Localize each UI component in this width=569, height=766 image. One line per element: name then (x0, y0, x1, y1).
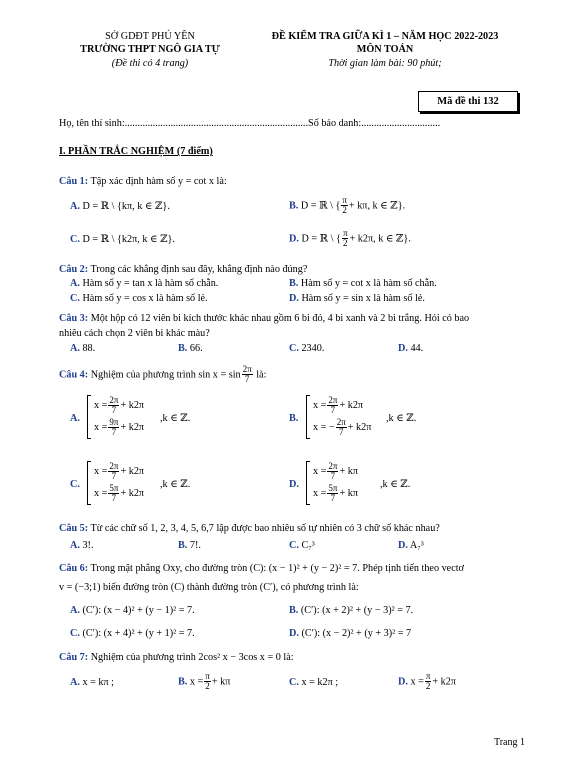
math-text: x = − (313, 422, 335, 433)
q4-option-b-system (306, 395, 371, 439)
question-label: Câu 6: (59, 563, 89, 574)
q7-option-c (289, 677, 338, 690)
option-text: Hàm số y = cot x là hàm số chẵn. (300, 278, 437, 289)
q7-option-a (70, 677, 114, 690)
frac-num: 2π (328, 394, 338, 405)
option-letter: C. (70, 479, 80, 490)
option-text: + k2π (432, 676, 457, 688)
option-letter: C. (70, 234, 80, 245)
question-text: Trong các khẳng định sau đây, khẳng định nào đúng? (90, 264, 308, 275)
math-text: + k2π (339, 400, 364, 411)
option-letter: A. (70, 343, 80, 354)
option-text: D = ℝ \ {kπ, k ∈ ℤ}. (82, 201, 170, 212)
math-text: x = (94, 488, 108, 499)
math-text: x = (313, 466, 327, 477)
section-title: I. PHẦN TRẮC NGHIỆM (7 điểm) (59, 146, 213, 157)
option-letter: B. (289, 605, 299, 616)
frac-den: 7 (111, 471, 117, 482)
frac-num: π (425, 671, 431, 681)
question-5 (59, 523, 440, 536)
q4-option-d-cond: ,k ∈ ℤ. (380, 479, 411, 490)
q4-option-c-letter (70, 479, 80, 492)
option-text: A₇³ (409, 540, 424, 551)
option-letter: D. (398, 676, 408, 688)
frac-num: 2π (109, 394, 119, 405)
q1-option-a (70, 201, 170, 214)
option-letter: A. (70, 413, 80, 424)
q5-option-d (398, 540, 424, 553)
q5-option-a (70, 540, 94, 553)
frac-den: 2 (425, 681, 431, 692)
question-text: Một hộp có 12 viên bi kích thước khác nhau gồm 6 bi đỏ, 4 bi xanh và 2 bi trắng. Hỏi có bao (90, 313, 470, 324)
q1-option-d (289, 229, 411, 249)
q7-option-d (398, 672, 456, 692)
frac-den: 7 (111, 405, 117, 416)
option-text: + k2π, k ∈ ℤ}. (349, 233, 411, 245)
option-text: (C′): (x + 2)² + (y − 3)² = 7. (300, 605, 414, 616)
q4-option-c-system (87, 461, 144, 505)
question-text: Tập xác định hàm số y = cot x là: (90, 176, 227, 187)
frac-num: 9π (109, 416, 119, 427)
department-name: SỞ GDĐT PHÚ YÊN (105, 31, 195, 42)
frac-den: 7 (111, 427, 117, 438)
frac-den: 7 (330, 493, 336, 504)
subject-title: MÔN TOÁN (356, 44, 414, 55)
option-text: 7!. (189, 540, 201, 551)
q1-option-c (70, 234, 175, 247)
math-text: x = (94, 400, 108, 411)
q2-option-d (289, 293, 425, 306)
frac-num: π (342, 195, 347, 205)
q4-option-a-cond: ,k ∈ ℤ. (160, 413, 191, 424)
option-text: D = ℝ \ { (300, 200, 341, 212)
option-letter: B. (178, 540, 188, 551)
q1-option-b (289, 196, 405, 216)
frac-num: 2π (109, 460, 119, 471)
question-label: Câu 2: (59, 264, 89, 275)
option-text: Hàm số y = cos x là hàm số lẻ. (82, 293, 208, 304)
option-text: 2340. (301, 343, 325, 354)
option-text: + kπ (211, 676, 231, 688)
math-text: + k2π (120, 466, 145, 477)
math-text: x = (313, 488, 327, 499)
frac-num: 2π (242, 364, 252, 374)
school-name: TRƯỜNG THPT NGÔ GIA TỰ (80, 44, 220, 55)
question-text: Từ các chữ số 1, 2, 3, 4, 5, 6,7 lập được bao nhiêu số tự nhiên có 3 chữ số khác nhau? (90, 523, 440, 534)
q2-option-a (70, 278, 218, 291)
option-letter: B. (178, 676, 188, 688)
option-text: x = kπ ; (82, 677, 115, 688)
q3-option-c (289, 343, 324, 356)
frac-den: 7 (244, 374, 250, 385)
option-text: 44. (410, 343, 424, 354)
option-letter: A. (70, 201, 80, 212)
option-text: C₇³ (301, 540, 315, 551)
math-text: x = (313, 400, 327, 411)
option-letter: B. (289, 413, 299, 424)
option-letter: C. (289, 540, 299, 551)
math-text: + k2π (120, 400, 145, 411)
question-text: là: (256, 369, 267, 381)
option-letter: D. (289, 293, 299, 304)
option-letter: A. (70, 540, 80, 551)
frac-den: 7 (111, 493, 117, 504)
q3-option-b (178, 343, 203, 356)
frac-den: 7 (338, 427, 344, 438)
q4-option-b-letter (289, 413, 298, 426)
question-label: Câu 5: (59, 523, 89, 534)
frac-den: 2 (205, 681, 210, 692)
q3-option-a (70, 343, 95, 356)
exam-title: ĐỀ KIỂM TRA GIỮA KÌ 1 – NĂM HỌC 2022-2023 (271, 31, 499, 42)
option-letter: B. (289, 278, 299, 289)
option-text: (C′): (x + 4)² + (y + 1)² = 7. (82, 628, 195, 639)
q2-option-b (289, 278, 437, 291)
option-letter: C. (70, 293, 80, 304)
frac-num: π (342, 228, 348, 238)
q4-option-a-letter (70, 413, 80, 426)
option-text: (C′): (x − 2)² + (y + 3)² = 7 (301, 628, 412, 639)
question-text: Nghiệm của phương trình 2cos² x − 3cos x = 0 là: (90, 652, 294, 663)
math-text: + k2π (120, 488, 145, 499)
q5-option-b (178, 540, 201, 553)
option-text: 66. (189, 343, 203, 354)
option-text: x = (410, 676, 424, 688)
option-letter: D. (398, 540, 408, 551)
q2-option-c (70, 293, 208, 306)
frac-den: 2 (342, 238, 348, 249)
option-letter: C. (289, 343, 299, 354)
option-letter: D. (289, 628, 299, 639)
frac-den: 7 (330, 405, 336, 416)
option-letter: A. (70, 605, 80, 616)
option-letter: D. (398, 343, 408, 354)
option-letter: D. (289, 479, 299, 490)
q7-option-b (178, 672, 230, 692)
question-4 (59, 365, 266, 385)
page-count-note: (Đề thi có 4 trang) (111, 58, 189, 69)
frac-den: 2 (342, 205, 347, 216)
option-text: Hàm số y = sin x là hàm số lẻ. (301, 293, 425, 304)
time-limit: Thời gian làm bài: 90 phút; (328, 58, 442, 69)
q6-option-d (289, 628, 411, 641)
q4-option-c-cond: ,k ∈ ℤ. (160, 479, 191, 490)
frac-den: 7 (330, 471, 336, 482)
q6-option-c (70, 628, 195, 641)
option-letter: C. (70, 628, 80, 639)
math-text: x = (94, 422, 108, 433)
frac-num: 2π (336, 416, 346, 427)
option-text: 88. (82, 343, 96, 354)
q5-option-c (289, 540, 315, 553)
question-2 (59, 264, 307, 277)
option-text: D = ℝ \ {k2π, k ∈ ℤ}. (82, 234, 175, 245)
option-letter: D. (289, 233, 299, 245)
option-letter: B. (178, 343, 188, 354)
question-label: Câu 1: (59, 176, 89, 187)
option-text: x = k2π ; (301, 677, 339, 688)
question-text: Trong mặt phẳng Oxy, cho đường tròn (C): (x − 1)² + (y − 2)² = 7. Phép tịnh tiến theo vectơ (90, 563, 464, 574)
frac-num: 5π (109, 482, 119, 493)
math-text: + kπ (339, 466, 358, 477)
math-text: + kπ (339, 488, 358, 499)
option-text: x = (189, 676, 204, 688)
q4-option-d-system (306, 461, 358, 505)
question-1 (59, 176, 227, 189)
q3-option-d (398, 343, 423, 356)
frac-num: 5π (328, 482, 338, 493)
option-text: + kπ, k ∈ ℤ}. (348, 200, 406, 212)
option-letter: B. (289, 200, 299, 212)
question-label: Câu 7: (59, 652, 89, 663)
option-text: (C′): (x − 4)² + (y − 1)² = 7. (82, 605, 195, 616)
option-text: Hàm số y = tan x là hàm số chẵn. (82, 278, 219, 289)
q4-option-b-cond: ,k ∈ ℤ. (386, 413, 417, 424)
option-letter: A. (70, 278, 80, 289)
question-label: Câu 4: (59, 369, 89, 381)
option-letter: C. (289, 677, 299, 688)
option-text: D = ℝ \ { (301, 233, 341, 245)
math-text: + k2π (347, 422, 372, 433)
frac-num: 2π (328, 460, 338, 471)
q6-option-b (289, 605, 413, 618)
math-text: x = (94, 466, 108, 477)
q6-option-a (70, 605, 195, 618)
frac-num: π (205, 671, 210, 681)
question-7 (59, 652, 294, 665)
math-text: + k2π (120, 422, 145, 433)
page-number: Trang 1 (493, 737, 525, 748)
student-info-line: Họ, tên thí sinh:........................................................................Số báo danh:............................... (59, 118, 441, 129)
option-text: 3!. (82, 540, 94, 551)
q4-option-a-system (87, 395, 144, 439)
option-letter: A. (70, 677, 80, 688)
exam-code-box: Mã đề thi 132 (418, 91, 518, 112)
question-label: Câu 3: (59, 313, 89, 324)
question-text: Nghiệm của phương trình sin x = sin (90, 369, 241, 381)
question-6-cont: v = (−3;1) biến đường tròn (C) thành đường tròn (C′), có phương trình là: (59, 582, 359, 593)
question-3-cont: nhiêu cách chọn 2 viên bi khác màu? (59, 328, 210, 339)
question-6 (59, 563, 464, 576)
question-3 (59, 313, 469, 326)
q4-option-d-letter (289, 479, 299, 492)
